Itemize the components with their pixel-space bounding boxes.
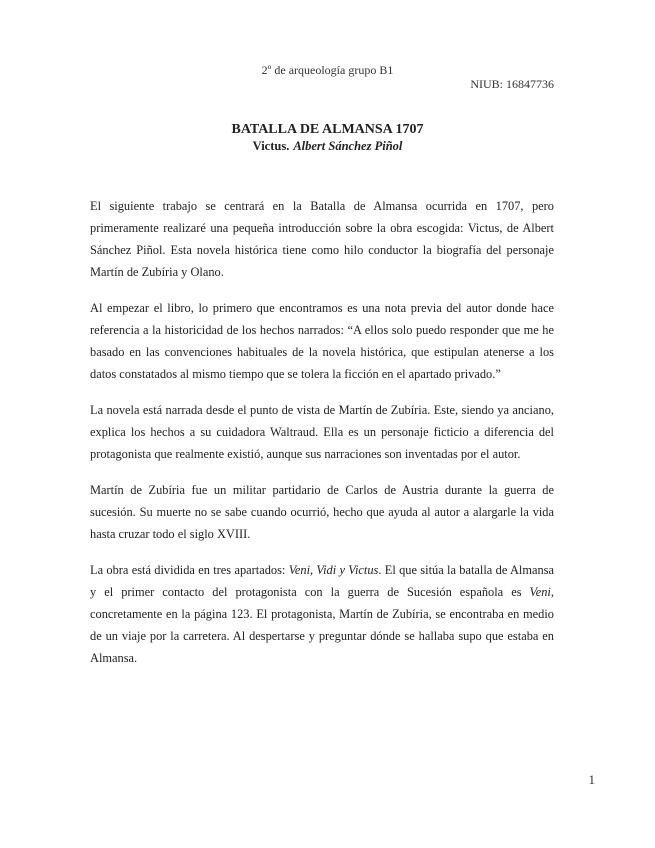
paragraph-intro: El siguiente trabajo se centrará en la Batalla de Almansa ocurrida en 1707, pero primeramente realizaré una pequeña introducción sobre la obra escogida: Victus, de Albert Sánchez Piñol. Esta novela histórica tiene como hilo conductor la biografía del personaje Martín de Zubíria y Olano.: [90, 199, 554, 279]
structure-veni: Veni: [529, 585, 551, 599]
document-subtitle: [0, 139, 655, 154]
subtitle-author: Albert Sánchez Piñol: [293, 139, 403, 153]
structure-end: , concretamente en la página 123. El protagonista, Martín de Zubíria, se encontraba en medio de un viaje por la carretera. Al despertarse y preguntar dónde se hallaba supo que estaba en Almansa.: [90, 585, 554, 665]
structure-mid: . El que sitúa la batalla de Almansa y el primer contacto del protagonista con la guerra de Sucesión española es: [90, 563, 554, 599]
subtitle-work: Victus.: [252, 139, 290, 153]
course-header: 2º de arqueología grupo B1: [261, 63, 394, 77]
document-body: [90, 195, 554, 683]
paragraph-narrator: La novela está narrada desde el punto de vista de Martín de Zubíria. Este, siendo ya anciano, explica los hechos a su cuidadora Waltraud. Ella es un personaje ficticio a diferencia del protagonista que realmente existió, aunque sus narraciones son inventadas por el autor.: [90, 403, 554, 461]
student-id: NIUB: 16847736: [470, 77, 554, 91]
paragraph-protagonist: Martín de Zubíria fue un militar partidario de Carlos de Austria durante la guerra de sucesión. Su muerte no se sabe cuando ocurrió, hecho que ayuda al autor a alargarle la vida hasta cruzar todo el siglo XVIII.: [90, 483, 554, 541]
document-title: BATALLA DE ALMANSA 1707: [231, 122, 424, 137]
page-number: 1: [588, 772, 595, 787]
paragraph-structure: [90, 559, 554, 669]
paragraph-author-note: Al empezar el libro, lo primero que encontramos es una nota previa del autor donde hace referencia a la historicidad de los hechos narrados: “A ellos solo puedo responder que me he basado en las convenciones habituales de la novela histórica, que estipulan atenerse a los datos constatados al mismo tiempo que se tolera la ficción en el apartado privado.”: [90, 301, 554, 381]
structure-parts: Veni, Vidi y Victus: [288, 563, 379, 577]
structure-intro: La obra está dividida en tres apartados:: [90, 563, 289, 577]
